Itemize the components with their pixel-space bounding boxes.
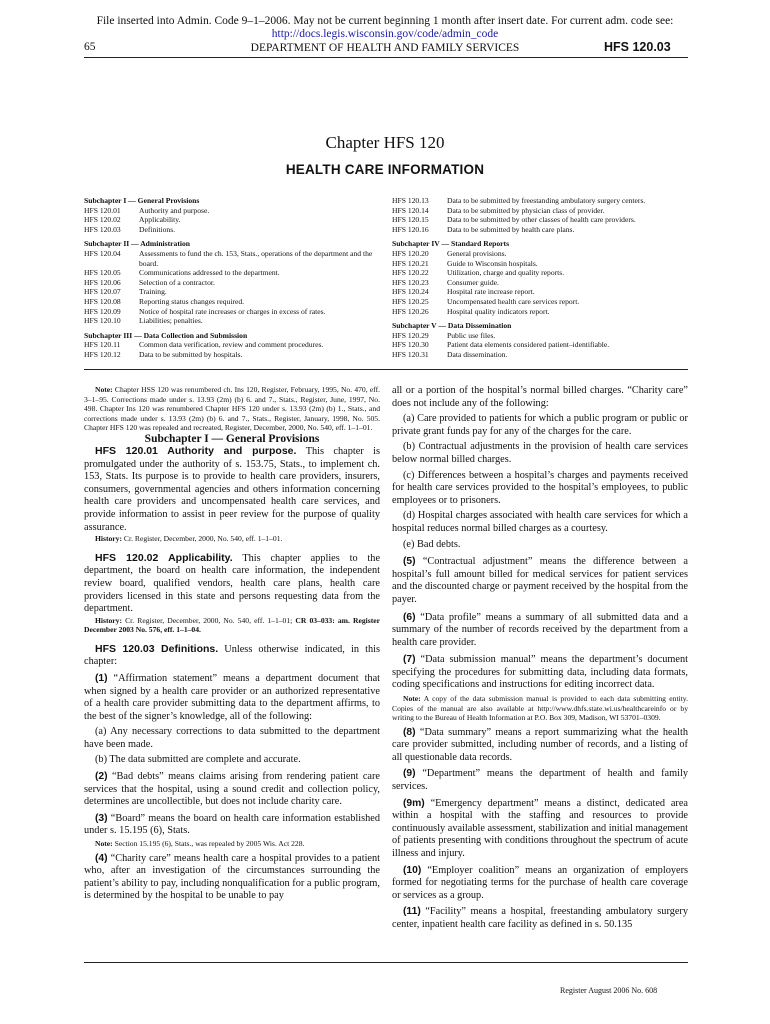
toc-entry[interactable] bbox=[392, 287, 688, 297]
toc-section-number: HFS 120.22 bbox=[392, 268, 429, 278]
toc-group bbox=[392, 239, 688, 316]
history-note bbox=[84, 534, 380, 544]
toc-entry[interactable] bbox=[84, 350, 380, 360]
toc-group bbox=[84, 196, 380, 234]
history-label: History: bbox=[95, 615, 122, 625]
definition-number: (5) bbox=[403, 556, 416, 568]
toc-group bbox=[392, 196, 688, 234]
definition-number: (7) bbox=[403, 654, 416, 666]
toc-entry[interactable] bbox=[84, 287, 380, 297]
definition-4-continued: all or a portion of the hospital’s normal billed charges. “Charity care” does not include any of the following: bbox=[392, 385, 688, 409]
definition-3-note bbox=[84, 839, 380, 849]
toc-entry[interactable] bbox=[84, 307, 380, 317]
note-text: A copy of the data submission manual is provided to each data submitting entity. Copies of the manual are also available at http://www.dhfs.state.wi.us/healthcareinfo or by writing to the Bureau of Health Information at P.O. Box 309, Madison, WI 53701–0309. bbox=[392, 694, 688, 723]
header-rule bbox=[84, 57, 688, 58]
section-body: This chapter applies to the department, the board on health care information, the independent review board, qualified vendors, health care plans, health care providers licensed in this state and persons requesting data from the department. bbox=[84, 552, 381, 615]
definition-text: “Charity care” means health care a hospital provides to a patient who, after an investigation of the circumstances surrounding the patient’s ability to pay, including nonqualification for a public program, is determined by the hospital to be unable to pay bbox=[84, 852, 381, 902]
toc-entry[interactable] bbox=[84, 340, 380, 350]
definition-text: “Contractual adjustment” means the difference between a hospital’s full amount billed for medical services for patient services and the discounted charge or payment received by the hospital from the payer. bbox=[392, 556, 688, 605]
section-120-03 bbox=[84, 643, 380, 669]
toc-entry[interactable] bbox=[392, 331, 688, 341]
definition-4e: (e) Bad debts. bbox=[403, 538, 461, 550]
definition-number: (4) bbox=[95, 852, 108, 864]
definition-text: “Facility” means a hospital, freestanding ambulatory surgery center, inpatient health care facility as defined in s. 50.135 bbox=[392, 906, 688, 930]
definition-text: “Department” means the department of health and family services. bbox=[392, 768, 688, 792]
notice-text: File inserted into Admin. Code 9–1–2006. May not be current beginning 1 month after insert date. For current adm. code see: bbox=[96, 15, 674, 27]
definition-text: “Affirmation statement” means a department document that when signed by a health care provider or an authorized representative of a health care provider submitting data to the department affirms, to the best of the signer’s knowledge, all of the following: bbox=[84, 672, 381, 722]
definition-text: “Data profile” means a summary of all submitted data and a summary of the number of records received by the department from a health care provider. bbox=[392, 611, 688, 648]
toc-section-title: Guide to Wisconsin hospitals. bbox=[447, 258, 538, 268]
toc-entry[interactable] bbox=[392, 278, 688, 288]
toc-section-title: Data dissemination. bbox=[447, 349, 508, 359]
section-running-head: HFS 120.03 bbox=[604, 40, 671, 54]
toc-section-number: HFS 120.30 bbox=[392, 340, 429, 350]
definition-number: (9m) bbox=[403, 797, 425, 809]
chapter-note bbox=[84, 385, 380, 433]
toc-section-title: Data to be submitted by physician class of provider. bbox=[447, 205, 605, 215]
definition-text: “Data summary” means a report summarizing what the health care provider submitted, including number of records, and a listing of all questionable data records. bbox=[392, 726, 688, 763]
toc-section-number: HFS 120.31 bbox=[392, 349, 429, 359]
history-text: Cr. Register, December, 2000, No. 540, eff. 1–1–01. bbox=[123, 534, 283, 544]
toc-entry[interactable] bbox=[392, 340, 688, 350]
section-120-02 bbox=[84, 552, 380, 616]
section-body: Unless otherwise indicated, in this chapter: bbox=[84, 643, 380, 668]
toc-entry[interactable] bbox=[84, 249, 380, 268]
section-body: This chapter is promulgated under the authority of s. 153.75, Stats., to implement ch. 153, Stats. Its purpose is to provide to health care providers, insurers, consumers, governmental agencies and others information concerning health care providers and uncompensated health care services, and provide information to assist in peer review for the purpose of quality assurance. bbox=[84, 446, 380, 533]
definition-9m bbox=[392, 798, 688, 861]
toc-section-number: HFS 120.25 bbox=[392, 296, 429, 306]
section-120-01 bbox=[84, 445, 380, 534]
definition-number: (2) bbox=[95, 771, 108, 783]
definition-3 bbox=[84, 813, 380, 838]
toc-section-number: HFS 120.13 bbox=[392, 196, 429, 205]
definition-4a: (a) Care provided to patients for which a public program or public or private grant funds pay for any of the charges for the care. bbox=[392, 413, 688, 437]
toc-section-number: HFS 120.11 bbox=[84, 340, 121, 350]
definition-10 bbox=[392, 865, 688, 903]
toc-section-number: HFS 120.09 bbox=[84, 306, 121, 316]
toc-subchapter-heading: Subchapter II — Administration bbox=[84, 239, 190, 249]
definition-9 bbox=[392, 768, 688, 793]
toc-entry[interactable] bbox=[84, 225, 380, 235]
toc-section-number: HFS 120.14 bbox=[392, 205, 429, 215]
toc-section-number: HFS 120.23 bbox=[392, 277, 429, 287]
section-title: HFS 120.01 Authority and purpose. bbox=[95, 445, 297, 458]
toc-section-title: Common data verification, review and comment procedures. bbox=[139, 340, 324, 350]
definition-1b: (b) The data submitted are complete and accurate. bbox=[95, 754, 301, 766]
toc-section-title: Reporting status changes required. bbox=[139, 296, 245, 306]
definition-1 bbox=[84, 673, 380, 723]
toc-section-title: Definitions. bbox=[139, 224, 176, 234]
left-text-column bbox=[84, 385, 380, 903]
definition-4b: (b) Contractual adjustments in the provision of health care services below normal billed charges. bbox=[392, 441, 688, 465]
footer-rule bbox=[84, 962, 688, 963]
toc-section-title: Utilization, charge and quality reports. bbox=[447, 268, 565, 278]
toc-entry[interactable] bbox=[392, 196, 688, 206]
admin-code-link[interactable]: http://docs.legis.wisconsin.gov/code/admin_code bbox=[271, 28, 499, 40]
toc-section-number: HFS 120.16 bbox=[392, 224, 429, 234]
definition-number: (10) bbox=[403, 864, 422, 876]
toc-section-number: HFS 120.24 bbox=[392, 287, 429, 297]
toc-section-title: Applicability. bbox=[139, 215, 181, 225]
definition-11 bbox=[392, 906, 688, 931]
note-label: Note: bbox=[95, 839, 113, 849]
toc-section-number: HFS 120.02 bbox=[84, 215, 121, 225]
toc-subchapter-heading: Subchapter I — General Provisions bbox=[84, 196, 200, 205]
definition-number: (11) bbox=[403, 906, 421, 918]
toc-right-column bbox=[392, 196, 688, 360]
toc-entry[interactable] bbox=[392, 307, 688, 317]
toc-section-title: Assessments to fund the ch. 153, Stats., operations of the department and the board. bbox=[139, 248, 373, 268]
definition-text: “Employer coalition” means an organization of employers formed for negotiating terms for the purchase of health care coverage or services as a group. bbox=[392, 864, 688, 901]
toc-section-number: HFS 120.20 bbox=[392, 248, 429, 258]
toc-section-number: HFS 120.04 bbox=[84, 248, 121, 258]
toc-section-title: Hospital rate increase report. bbox=[447, 287, 535, 297]
note-label: Note: bbox=[403, 694, 421, 704]
definition-6 bbox=[392, 612, 688, 650]
toc-section-number: HFS 120.26 bbox=[392, 306, 429, 316]
toc-section-number: HFS 120.03 bbox=[84, 224, 121, 234]
definition-text: “Data submission manual” means the department’s document specifying the procedures for submitting data, including data formats, coding specifications and instructions for editing incorrect data. bbox=[392, 654, 688, 691]
history-note bbox=[84, 616, 380, 635]
toc-section-title: Data to be submitted by freestanding ambulatory surgery centers. bbox=[447, 196, 646, 205]
toc-section-title: Training. bbox=[139, 287, 167, 297]
definition-2 bbox=[84, 771, 380, 809]
toc-entry[interactable] bbox=[392, 225, 688, 235]
section-title: HFS 120.02 Applicability. bbox=[95, 551, 233, 564]
toc-subchapter-heading: Subchapter IV — Standard Reports bbox=[392, 239, 510, 249]
definition-number: (8) bbox=[403, 726, 416, 738]
definition-4 bbox=[84, 853, 380, 903]
toc-group bbox=[84, 331, 380, 360]
toc-entry[interactable] bbox=[84, 268, 380, 278]
toc-section-number: HFS 120.10 bbox=[84, 316, 121, 326]
definition-5 bbox=[392, 556, 688, 606]
note-label: Note: bbox=[95, 385, 113, 394]
right-text-column bbox=[392, 385, 688, 931]
definition-4c: (c) Differences between a hospital’s charges and payments received for health care services provided to the hospital’s employees, to public employees or to prisoners. bbox=[392, 469, 688, 506]
toc-entry[interactable] bbox=[84, 206, 380, 216]
toc-section-title: Data to be submitted by hospitals. bbox=[139, 349, 243, 359]
toc-section-title: Hospital quality indicators report. bbox=[447, 306, 550, 316]
toc-section-number: HFS 120.06 bbox=[84, 277, 121, 287]
admin-code-notice bbox=[0, 15, 770, 28]
definition-text: “Emergency department” means a distinct, dedicated area within a hospital with the staffing and resources to provide continuously available assessment, stabilization and initial management of patients presenting with conditions throughout the spectrum of acute illness and injury. bbox=[392, 797, 688, 859]
definition-text: “Bad debts” means claims arising from rendering patient care services that the hospital, using a sound credit and collection policy, determines are uncollectible, but does not include charity care. bbox=[84, 771, 380, 808]
toc-section-title: Uncompensated health care services report. bbox=[447, 296, 580, 306]
toc-section-number: HFS 120.15 bbox=[392, 215, 429, 225]
toc-entry[interactable] bbox=[84, 278, 380, 288]
definition-1a: (a) Any necessary corrections to data submitted to the department have been made. bbox=[84, 726, 380, 750]
toc-entry[interactable] bbox=[392, 297, 688, 307]
toc-entry[interactable] bbox=[392, 215, 688, 225]
toc-entry[interactable] bbox=[84, 297, 380, 307]
toc-subchapter-heading: Subchapter V — Data Dissemination bbox=[392, 321, 512, 331]
toc-entry[interactable] bbox=[392, 206, 688, 216]
toc-section-title: Data to be submitted by other classes of health care providers. bbox=[447, 215, 636, 225]
register-footer: Register August 2006 No. 608 bbox=[560, 986, 658, 995]
toc-group bbox=[84, 239, 380, 325]
toc-section-number: HFS 120.12 bbox=[84, 349, 121, 359]
chapter-title: Chapter HFS 120 bbox=[325, 133, 445, 152]
toc-section-title: Patient data elements considered patient–identifiable. bbox=[447, 340, 610, 350]
history-amendment: CR 03–033: am. Register December 2003 No. 576, eff. 1–1–04. bbox=[84, 615, 380, 635]
toc-section-title: Liabilities; penalties. bbox=[139, 316, 203, 326]
toc-section-number: HFS 120.21 bbox=[392, 258, 429, 268]
toc-section-title: Data to be submitted by health care plans. bbox=[447, 224, 575, 234]
toc-left-column bbox=[84, 196, 380, 360]
toc-section-number: HFS 120.08 bbox=[84, 296, 121, 306]
definition-number: (9) bbox=[403, 768, 416, 780]
history-text: Cr. Register, December, 2000, No. 540, eff. 1–1–01; bbox=[125, 615, 293, 625]
toc-entry[interactable] bbox=[84, 316, 380, 326]
toc-section-title: Public use files. bbox=[447, 330, 496, 340]
definition-number: (1) bbox=[95, 672, 108, 684]
definition-7 bbox=[392, 654, 688, 692]
toc-section-title: Consumer guide. bbox=[447, 277, 499, 287]
definition-number: (6) bbox=[403, 611, 416, 623]
toc-entry[interactable] bbox=[392, 268, 688, 278]
subchapter-heading: Subchapter I — General Provisions bbox=[144, 432, 320, 445]
note-text: Chapter HSS 120 was renumbered ch. Ins 120, Register, February, 1995, No. 470, eff. 3–1–95. Corrections made under s. 13.93 (2m) (b) 6. and 7., Stats., Register, June, 1997, No. 498. Chapter Ins 120 was renumbered Chapter HFS 120 under s. 13.93 (2m) (b) 1., Stats., and corrections made under s. 13.93 (2m) (b) 6. and 7., Stats., Register, January, 1998, No. 505. Chapter HFS 120 was repealed and recreated, Register, December, 2000, No. 540, eff. 1–1–01. bbox=[84, 385, 380, 432]
toc-section-number: HFS 120.01 bbox=[84, 205, 121, 215]
toc-rule bbox=[84, 369, 688, 370]
section-title: HFS 120.03 Definitions. bbox=[95, 642, 219, 655]
note-text: Section 15.195 (6), Stats., was repealed by 2005 Wis. Act 228. bbox=[114, 839, 305, 849]
toc-section-number: HFS 120.05 bbox=[84, 268, 121, 278]
definition-4d: (d) Hospital charges associated with health care services for which a hospital reduces normal billed charges as a courtesy. bbox=[392, 510, 688, 534]
definition-text: “Board” means the board on health care information established under s. 15.195 (6), Stats. bbox=[84, 812, 380, 837]
toc-subchapter-heading: Subchapter III — Data Collection and Submission bbox=[84, 330, 248, 340]
toc-entry[interactable] bbox=[392, 249, 688, 259]
toc-group bbox=[392, 321, 688, 359]
toc-section-title: Notice of hospital rate increases or charges in excess of rates. bbox=[139, 306, 326, 316]
department-name: DEPARTMENT OF HEALTH AND FAMILY SERVICES bbox=[250, 42, 520, 54]
toc-entry[interactable] bbox=[84, 215, 380, 225]
toc-section-title: Communications addressed to the department. bbox=[139, 268, 280, 278]
toc-section-number: HFS 120.29 bbox=[392, 330, 429, 340]
page-number: 65 bbox=[84, 41, 96, 53]
toc-section-title: Authority and purpose. bbox=[139, 205, 210, 215]
definition-7-note bbox=[392, 694, 688, 723]
history-label: History: bbox=[95, 534, 122, 544]
definition-8 bbox=[392, 727, 688, 765]
definition-number: (3) bbox=[95, 812, 108, 824]
toc-section-title: Selection of a contractor. bbox=[139, 277, 215, 287]
chapter-subtitle: HEALTH CARE INFORMATION bbox=[285, 162, 485, 177]
toc-section-title: General provisions. bbox=[447, 248, 507, 258]
toc-entry[interactable] bbox=[392, 259, 688, 269]
toc-entry[interactable] bbox=[392, 350, 688, 360]
toc-section-number: HFS 120.07 bbox=[84, 287, 121, 297]
